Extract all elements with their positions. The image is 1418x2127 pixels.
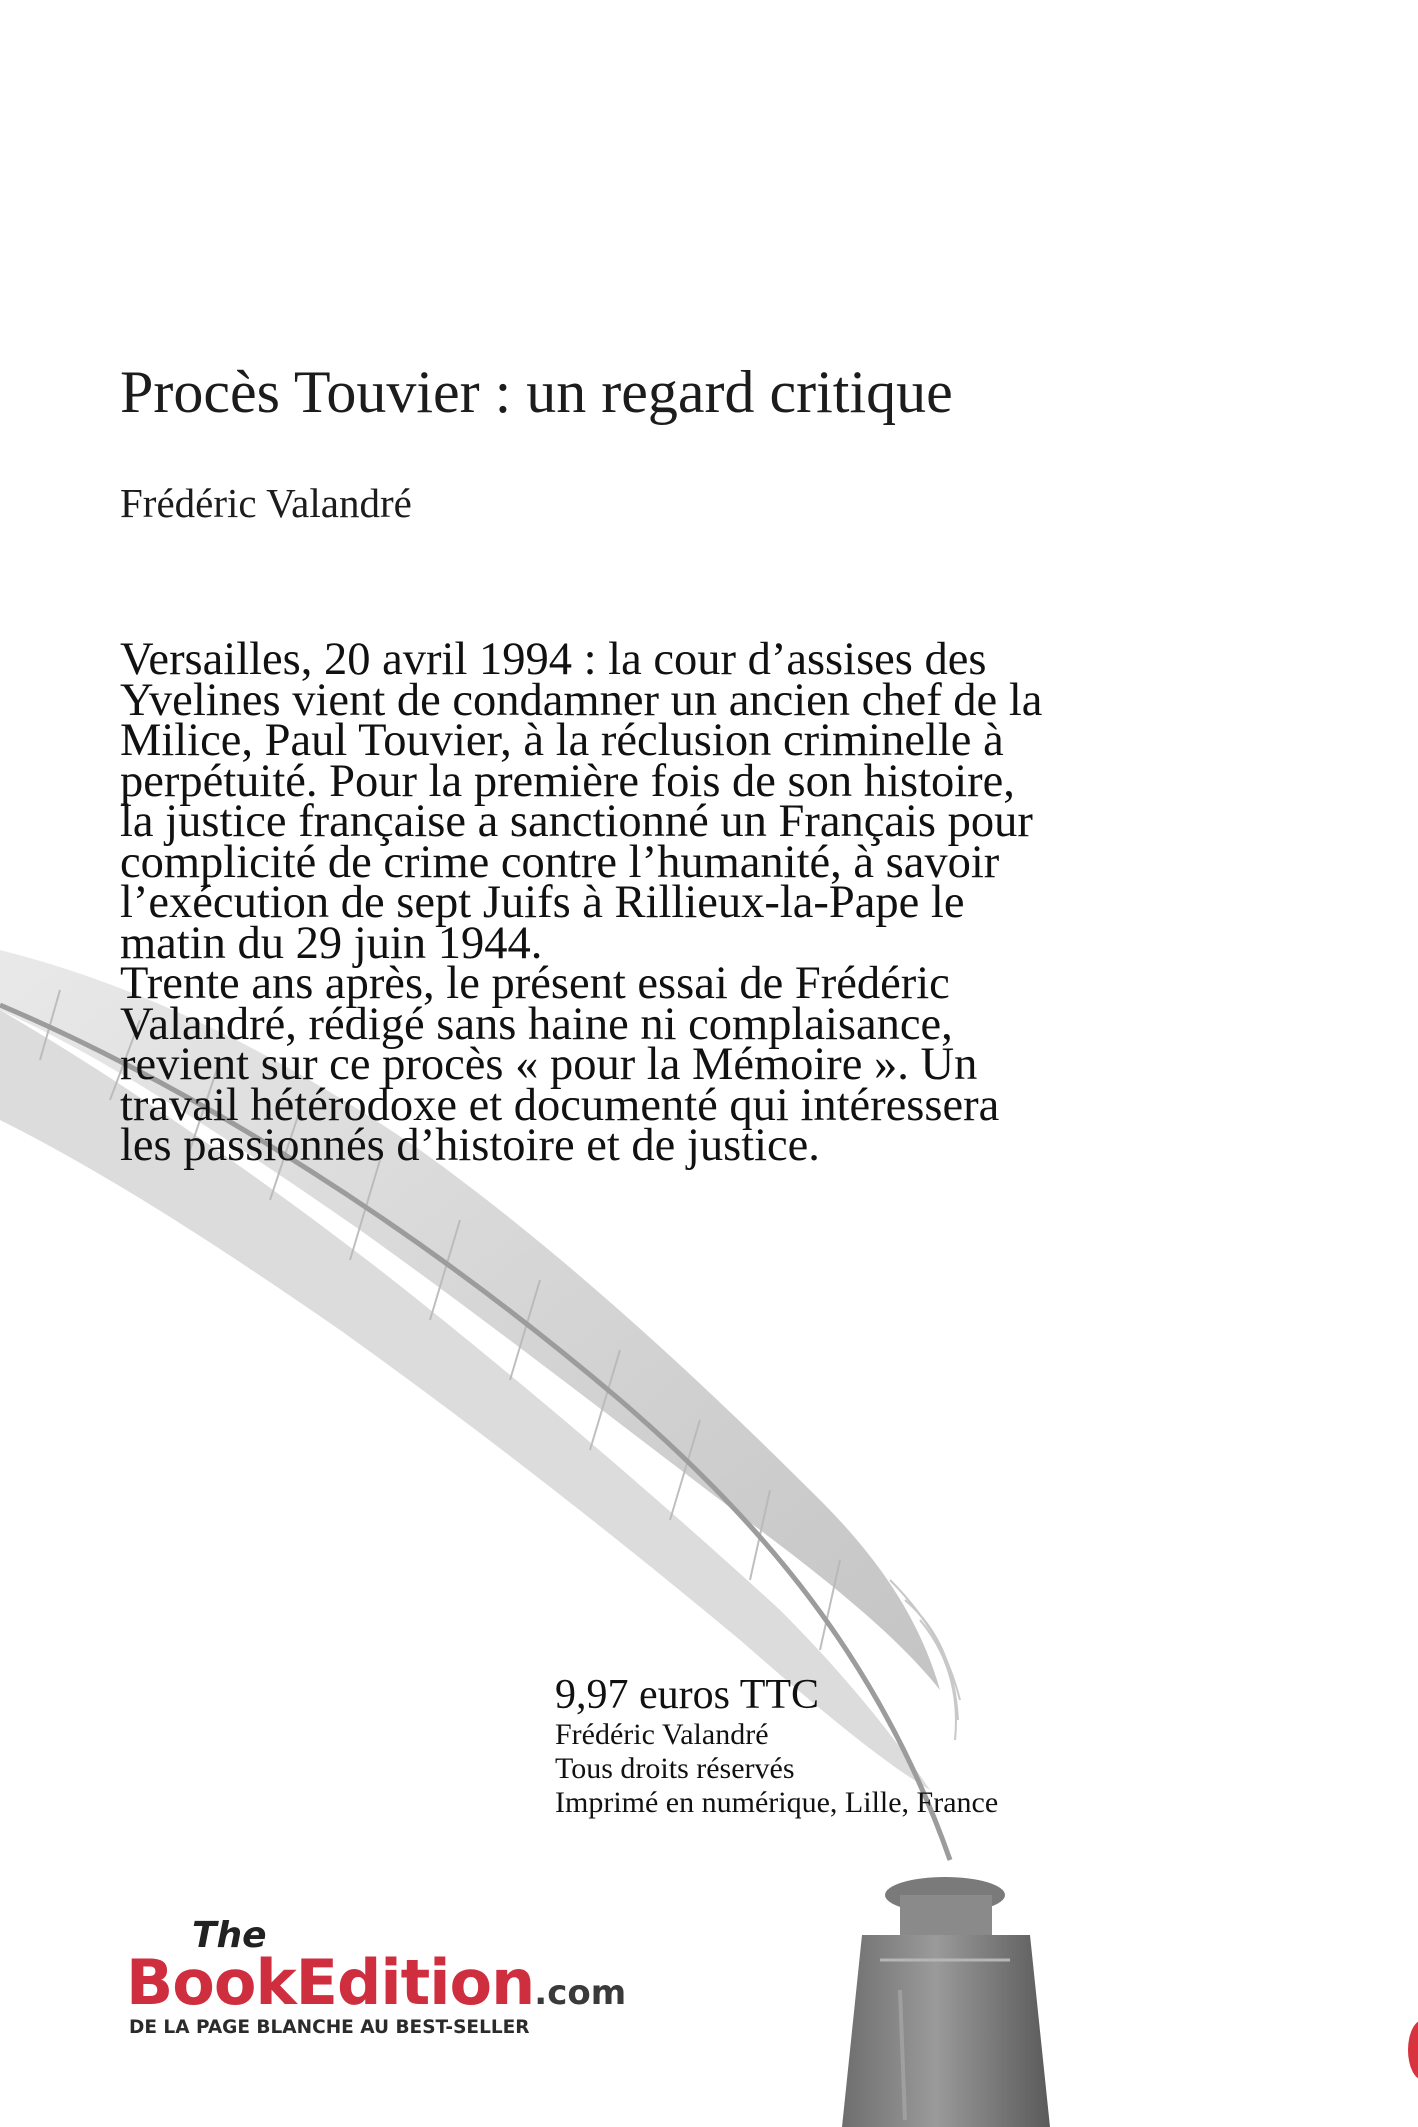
blurb-paragraph: Trente ans après, le présent essai de Frédéric Valandré, rédigé sans haine ni complaisance, revient sur ce procès « pour la Mémoire ». Un travail hétérodoxe et documenté qui intéressera les passionnés d’histoire et de justice. — [120, 958, 1000, 1171]
logo-tagline: DE LA PAGE BLANCHE AU BEST-SELLER — [129, 2017, 530, 2038]
printing-notice: Imprimé en numérique, Lille, France — [555, 1786, 999, 1819]
blurb-paragraph: Versailles, 20 avril 1994 : la cour d’assises des Yvelines vient de condamner un ancien chef de la Milice, Paul Touvier, à la réclusion criminelle à perpétuité. Pour la première fois de son histoire, la justice française a sanctionné un Français pour complicité de crime contre l’humanité, à savoir l’exécution de sept Juifs à Rillieux-la-Pape le matin du 29 juin 1944. — [120, 634, 1043, 969]
colophon — [555, 1672, 1175, 1820]
back-cover-blurb — [120, 634, 1060, 1171]
logo-the: The — [192, 1915, 267, 1956]
rights-notice: Tous droits réservés — [555, 1752, 795, 1785]
colophon-author: Frédéric Valandré — [555, 1718, 769, 1751]
book-title: Procès Touvier : un regard critique — [120, 359, 953, 425]
publisher-logo — [126, 1915, 726, 2038]
logo-wordmark — [126, 1946, 627, 2026]
logo-suffix: .com — [534, 1973, 627, 2013]
logo-name: BookEdition — [126, 1946, 535, 2019]
price: 9,97 euros TTC — [555, 1672, 820, 1718]
book-author: Frédéric Valandré — [120, 480, 412, 526]
inkwell — [842, 1877, 1050, 2127]
